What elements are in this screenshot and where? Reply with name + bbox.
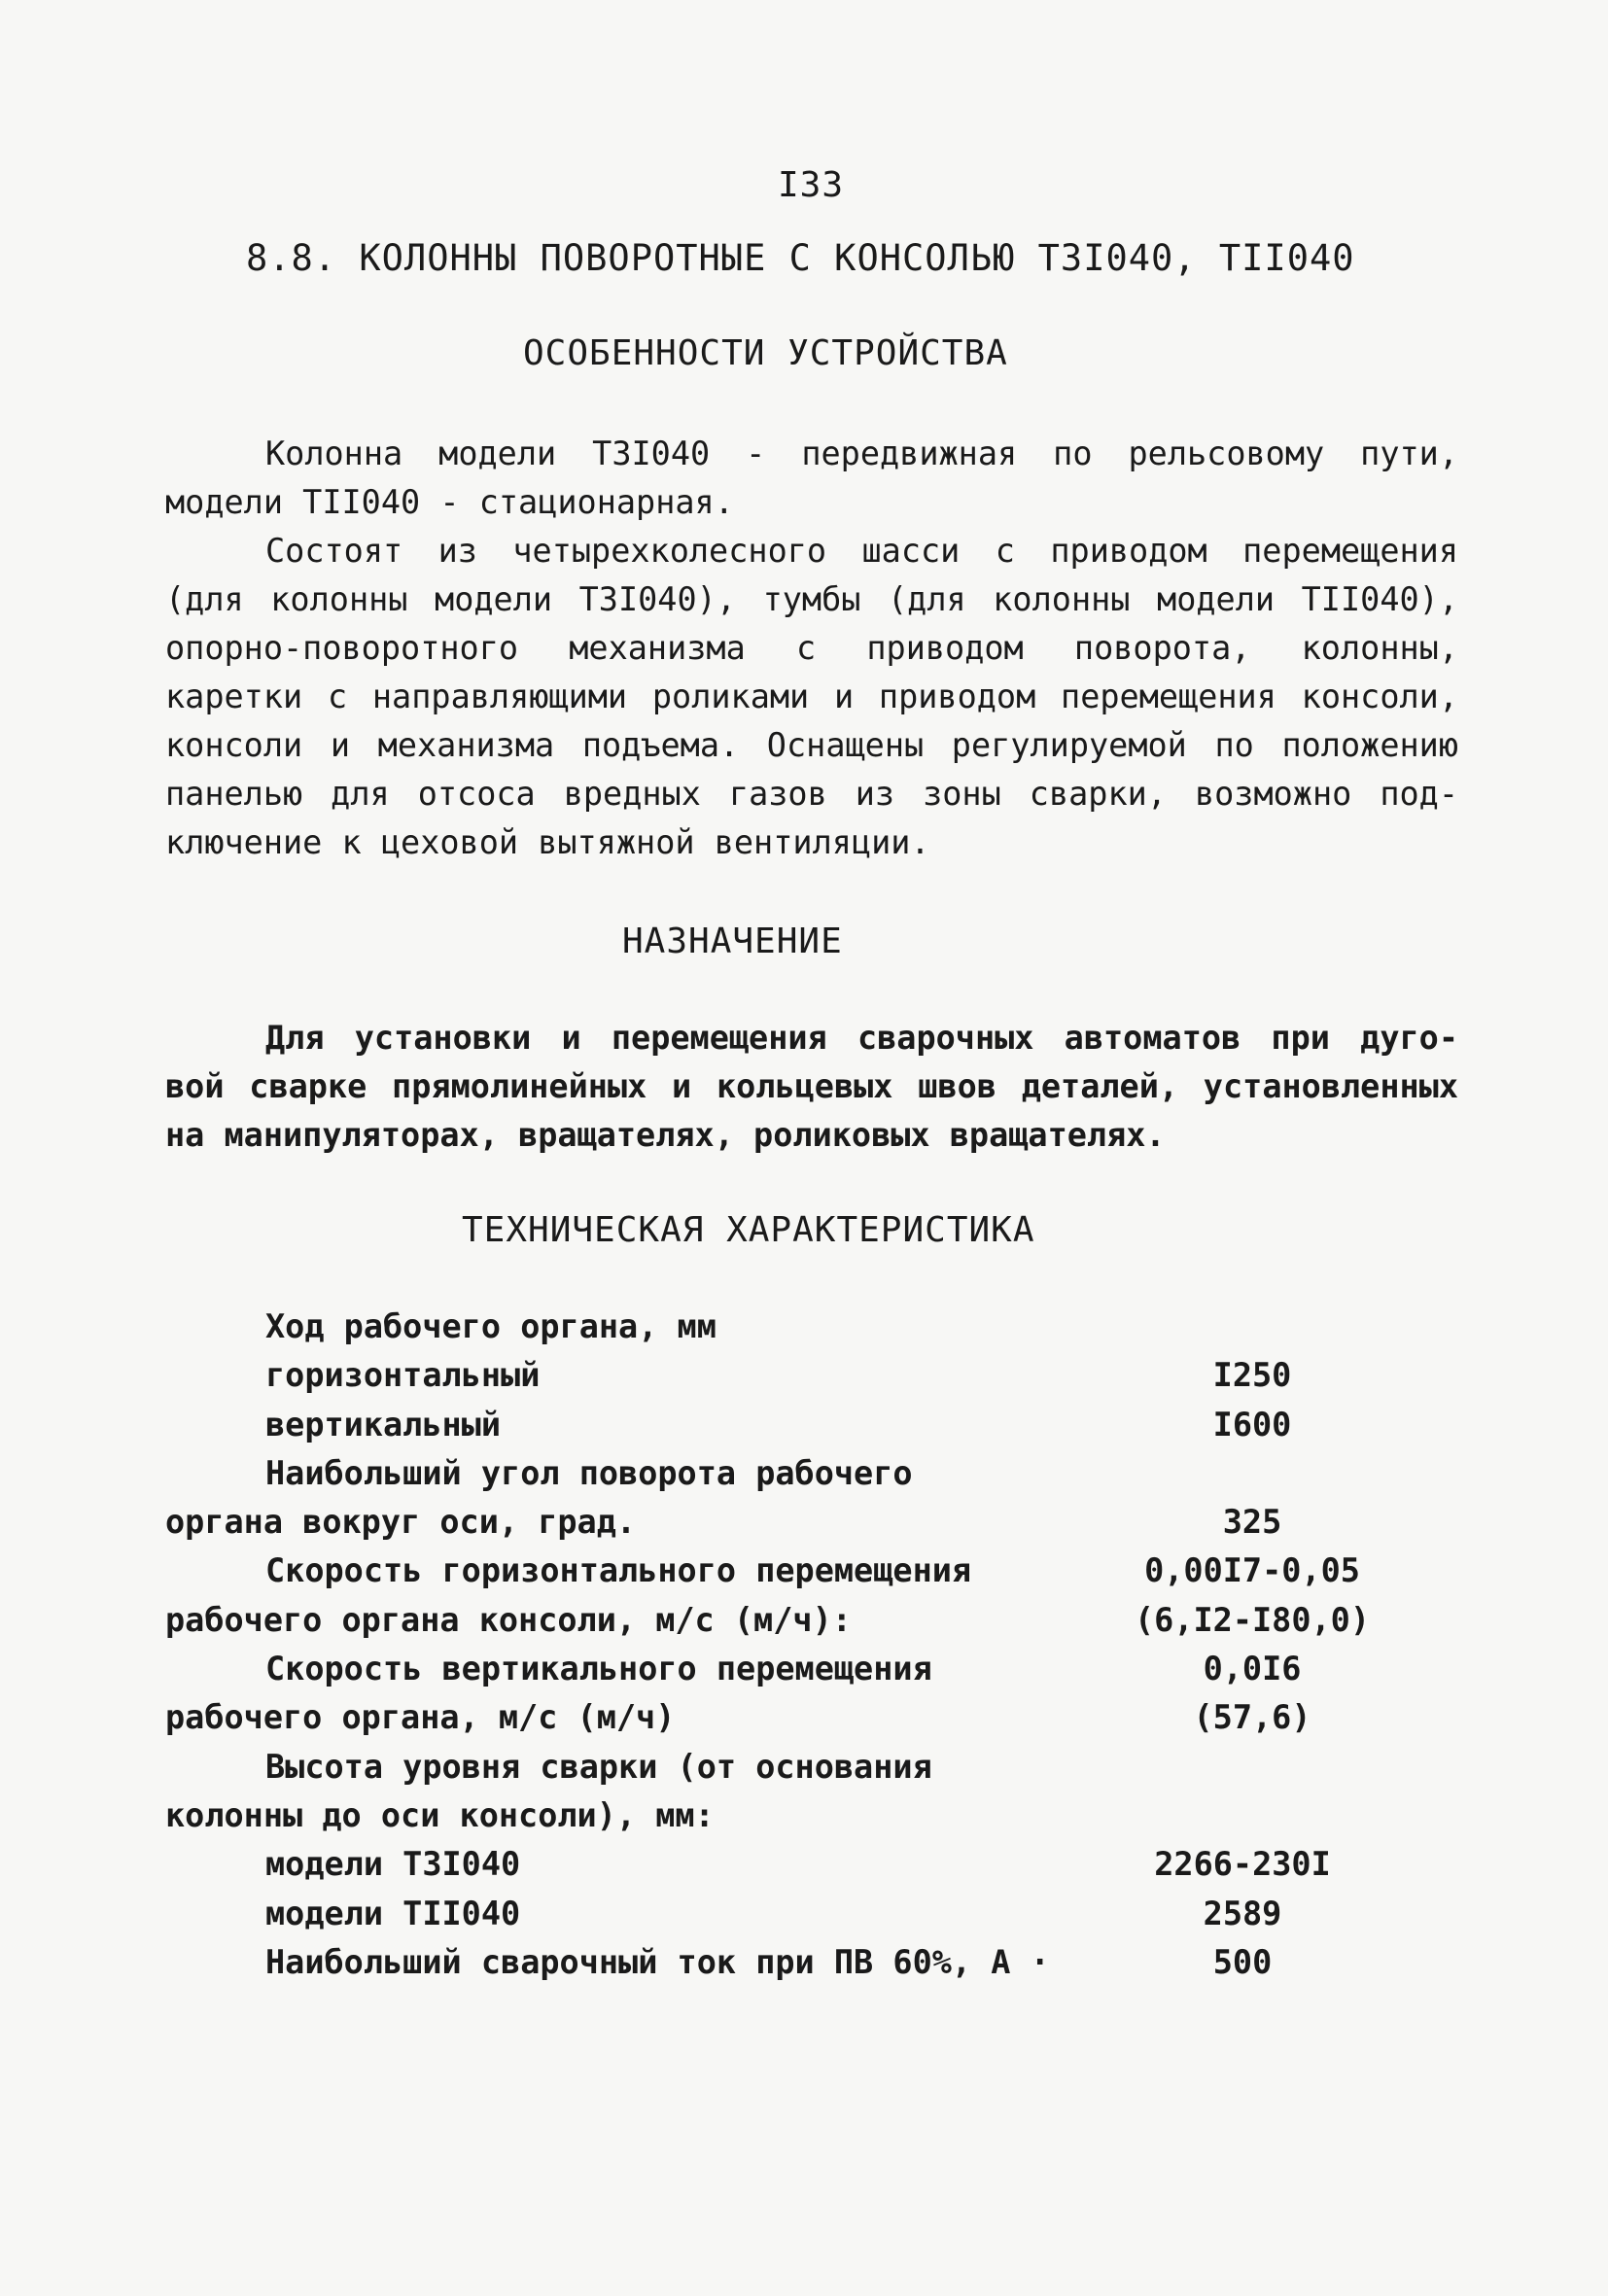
spec-row <box>165 1645 1381 1693</box>
spec-row <box>165 1840 1381 1889</box>
spec-row <box>165 1743 1381 1792</box>
text-line: ключение к цеховой вытяжной вентиляции. <box>165 823 930 861</box>
section-title: 8.8. КОЛОННЫ ПОВОРОТНЫЕ С КОНСОЛЬЮ ТЗI040, ТII040 <box>246 237 1355 279</box>
spec-value: I250 <box>1212 1356 1292 1395</box>
spec-label: Наибольший сварочный ток при ПВ 60%, А · <box>265 1942 1050 1981</box>
spec-value: 0,0I6 <box>1203 1650 1302 1688</box>
purpose-heading: НАЗНАЧЕНИЕ <box>622 922 843 961</box>
spec-label: Скорость вертикального перемещения <box>265 1650 932 1688</box>
spec-row <box>165 1498 1381 1547</box>
spec-row <box>165 1303 1381 1351</box>
spec-value: (6,I2-I80,0) <box>1134 1600 1371 1639</box>
spec-row <box>165 1890 1381 1938</box>
spec-row <box>165 1792 1381 1840</box>
spec-label: Скорость горизонтального перемещения <box>265 1551 972 1590</box>
page-number: I33 <box>778 165 845 205</box>
spec-value: I600 <box>1212 1405 1292 1444</box>
specs-table <box>165 1303 1381 1987</box>
text-line: вой сварке прямолинейных и кольцевых швов деталей, установленных <box>165 1067 1458 1105</box>
spec-label: колонны до оси консоли), мм: <box>165 1795 715 1834</box>
features-heading: ОСОБЕННОСТИ УСТРОЙСТВА <box>523 333 1008 373</box>
text-line: (для колонны модели ТЗI040), тумбы (для колонны модели ТII040), <box>165 580 1458 618</box>
spec-row <box>165 1693 1381 1742</box>
spec-row <box>165 1596 1381 1645</box>
text-line: каретки с направляющими роликами и приводом перемещения консоли, <box>165 678 1458 715</box>
spec-label: горизонтальный <box>265 1356 541 1395</box>
spec-label: рабочего органа консоли, м/с (м/ч): <box>165 1600 852 1639</box>
text-line: модели ТII040 - стационарная. <box>165 483 734 521</box>
spec-row <box>165 1938 1381 1987</box>
spec-value: 500 <box>1212 1942 1273 1981</box>
text-line: панелью для отсоса вредных газов из зоны сварки, возможно под- <box>165 775 1458 813</box>
text-line: на манипуляторах, вращателях, роликовых вращателях. <box>165 1116 1166 1154</box>
text-line: консоли и механизма подъема. Оснащены регулируемой по положению <box>165 726 1458 764</box>
spec-row <box>165 1401 1381 1449</box>
spec-value: 2266-230I <box>1154 1845 1331 1884</box>
spec-label: Высота уровня сварки (от основания <box>265 1747 932 1786</box>
spec-row <box>165 1449 1381 1498</box>
spec-label: модели ТII040 <box>265 1894 521 1932</box>
spec-value: 325 <box>1222 1503 1282 1542</box>
spec-label: Наибольший угол поворота рабочего <box>265 1453 913 1492</box>
spec-label: Ход рабочего органа, мм <box>265 1307 717 1345</box>
spec-label: рабочего органа, м/с (м/ч) <box>165 1698 676 1737</box>
spec-row <box>165 1351 1381 1400</box>
spec-label: органа вокруг оси, град. <box>165 1503 637 1542</box>
features-text <box>165 430 1458 867</box>
purpose-text <box>165 1014 1458 1160</box>
text-line: опорно-поворотного механизма с приводом поворота, колонны, <box>165 629 1458 667</box>
text-line: Состоят из четырехколесного шасси с приводом перемещения <box>265 532 1458 570</box>
spec-label: вертикальный <box>265 1405 502 1444</box>
spec-label: модели ТЗI040 <box>265 1845 521 1884</box>
spec-value: 0,00I7-0,05 <box>1144 1551 1360 1590</box>
spec-row <box>165 1547 1381 1595</box>
spec-value: 2589 <box>1203 1894 1282 1932</box>
text-line: Для установки и перемещения сварочных автоматов при дуго- <box>265 1019 1458 1057</box>
text-line: Колонна модели ТЗI040 - передвижная по рельсовому пути, <box>265 435 1458 472</box>
specs-heading: ТЕХНИЧЕСКАЯ ХАРАКТЕРИСТИКА <box>462 1210 1035 1250</box>
spec-value: (57,6) <box>1193 1698 1311 1737</box>
